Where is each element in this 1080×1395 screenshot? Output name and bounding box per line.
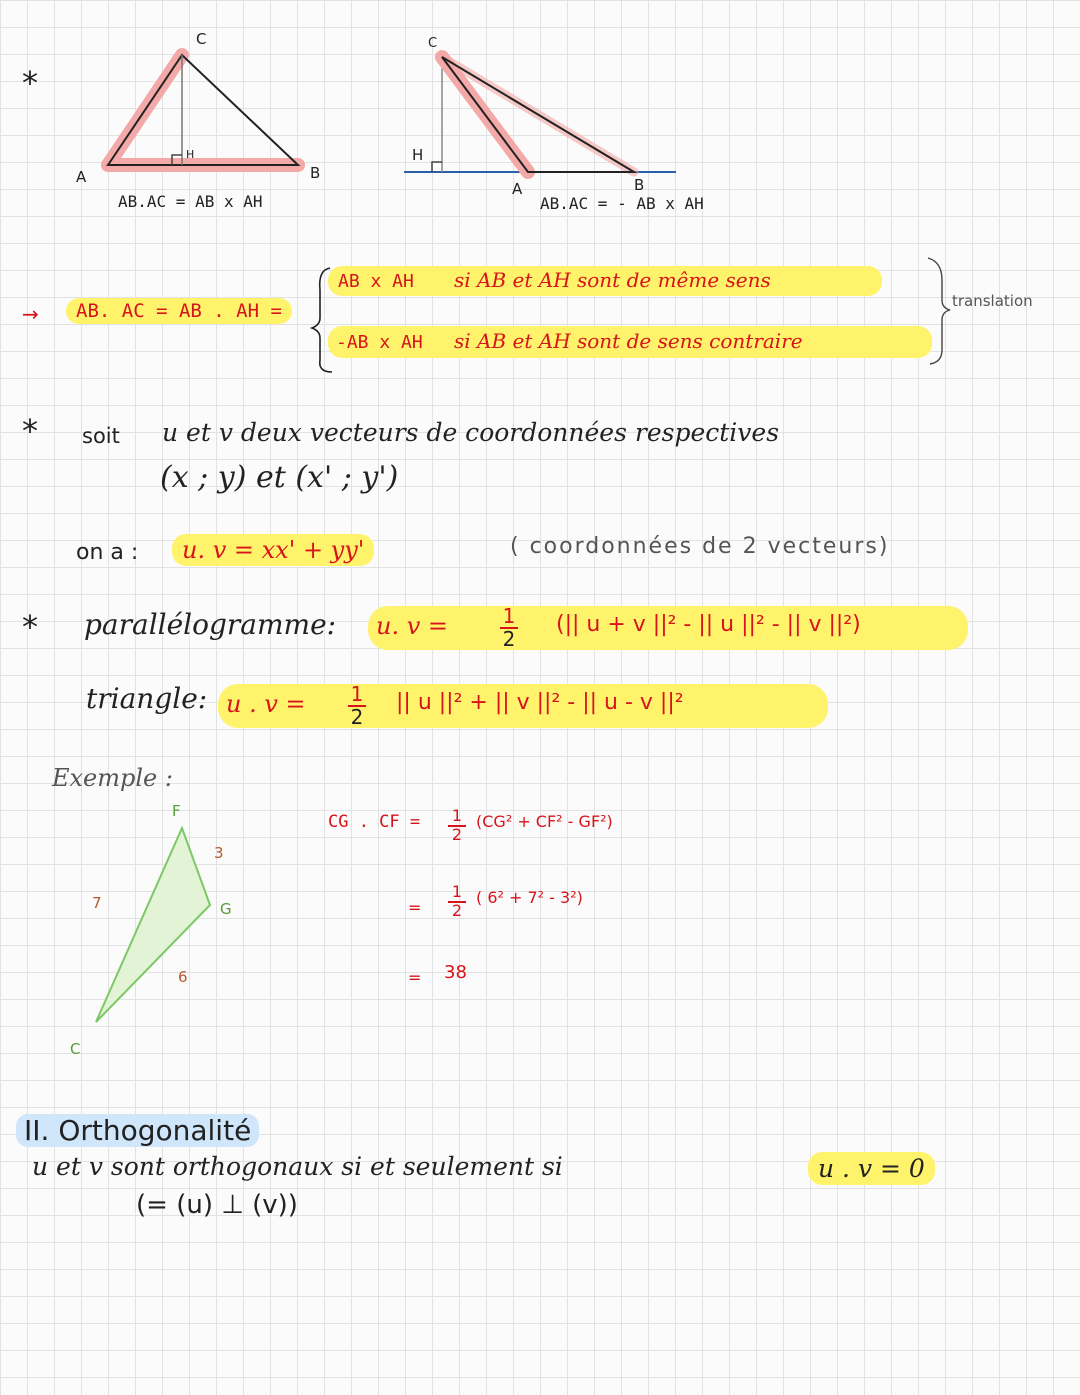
fraction-denominator: 2 [451, 824, 463, 844]
equals-sign: = [408, 968, 422, 987]
label-f: F [172, 802, 181, 820]
fraction-numerator: 1 [451, 806, 463, 825]
fraction-denominator: 2 [350, 705, 364, 729]
label-b: B [634, 176, 645, 194]
translation-note: translation [952, 292, 1033, 310]
side-cg-length: 6 [178, 968, 188, 986]
parallelogram-body: (|| u + v ||² - || u ||² - || v ||²) [556, 612, 861, 637]
orthogonality-lines: (= (u) ⊥ (v)) [136, 1190, 298, 1220]
label-g: G [220, 900, 232, 918]
parallelogram-fraction [494, 606, 524, 650]
case1-expr: AB x AH [338, 271, 414, 292]
section-title: II. Orthogonalité [16, 1114, 259, 1147]
arrow-icon: → [22, 302, 39, 326]
bullet-star: * [22, 64, 38, 102]
fraction-numerator: 1 [350, 682, 364, 706]
example-result: 38 [444, 962, 467, 983]
dot-product-formula: u. v = xx' + yy' [172, 534, 374, 566]
example-line1-body: (CG² + CF² - GF²) [476, 812, 613, 831]
example-line1-lhs: CG . CF = [328, 812, 421, 832]
soit-label: soit [82, 424, 120, 448]
triangle-lhs: u . v = [226, 690, 306, 718]
parallelogram-lhs: u. v = [376, 612, 449, 640]
coords-intro: u et v deux vecteurs de coordonnées respectives [162, 418, 780, 447]
example-fraction [442, 884, 472, 920]
case1-cond: si AB et AH sont de même sens [454, 268, 771, 292]
orthogonality-condition: u . v = 0 [808, 1152, 935, 1185]
label-c: C [428, 36, 438, 51]
coords-comment: ( coordonnées de 2 vecteurs) [510, 534, 890, 559]
case2-cond: si AB et AH sont de sens contraire [454, 329, 803, 353]
side-cf-length: 7 [92, 894, 102, 912]
parallelogram-label: parallélogramme: [84, 608, 337, 641]
example-triangle [96, 828, 210, 1022]
fraction-numerator: 1 [502, 604, 516, 628]
fraction-denominator: 2 [451, 900, 463, 920]
case2-expr: -AB x AH [336, 332, 423, 353]
example-fraction [442, 808, 472, 844]
label-a: A [512, 180, 523, 198]
label-h: H [186, 148, 195, 161]
fraction-numerator: 1 [451, 882, 463, 901]
fig1-formula: AB.AC = AB x AH [118, 192, 263, 211]
orthogonality-definition: u et v sont orthogonaux si et seulement si [32, 1152, 563, 1181]
triangle-label: triangle: [86, 682, 208, 715]
triangle-body: || u ||² + || v ||² - || u - v ||² [396, 690, 684, 715]
projection-lhs: AB. AC = AB . AH = [66, 298, 292, 324]
coords-pair: (x ; y) et (x' ; y') [160, 460, 399, 495]
example-title: Exemple : [52, 764, 173, 792]
triangle-figure-1 [108, 55, 298, 165]
side-fg-length: 3 [214, 844, 224, 862]
label-b: B [310, 164, 321, 182]
fig2-formula: AB.AC = - AB x AH [540, 194, 704, 213]
bullet-star: * [22, 608, 38, 646]
triangle-figure-2 [404, 57, 676, 172]
bullet-star: * [22, 412, 38, 450]
label-c: C [70, 1040, 81, 1058]
label-c: C [196, 30, 207, 48]
triangle-fraction [342, 684, 372, 728]
label-a: A [76, 168, 87, 186]
label-h: H [412, 146, 424, 164]
equals-sign: = [408, 898, 422, 917]
example-line2-body: ( 6² + 7² - 3²) [476, 888, 583, 907]
on-a-label: on a : [76, 540, 139, 565]
fraction-denominator: 2 [502, 627, 516, 651]
